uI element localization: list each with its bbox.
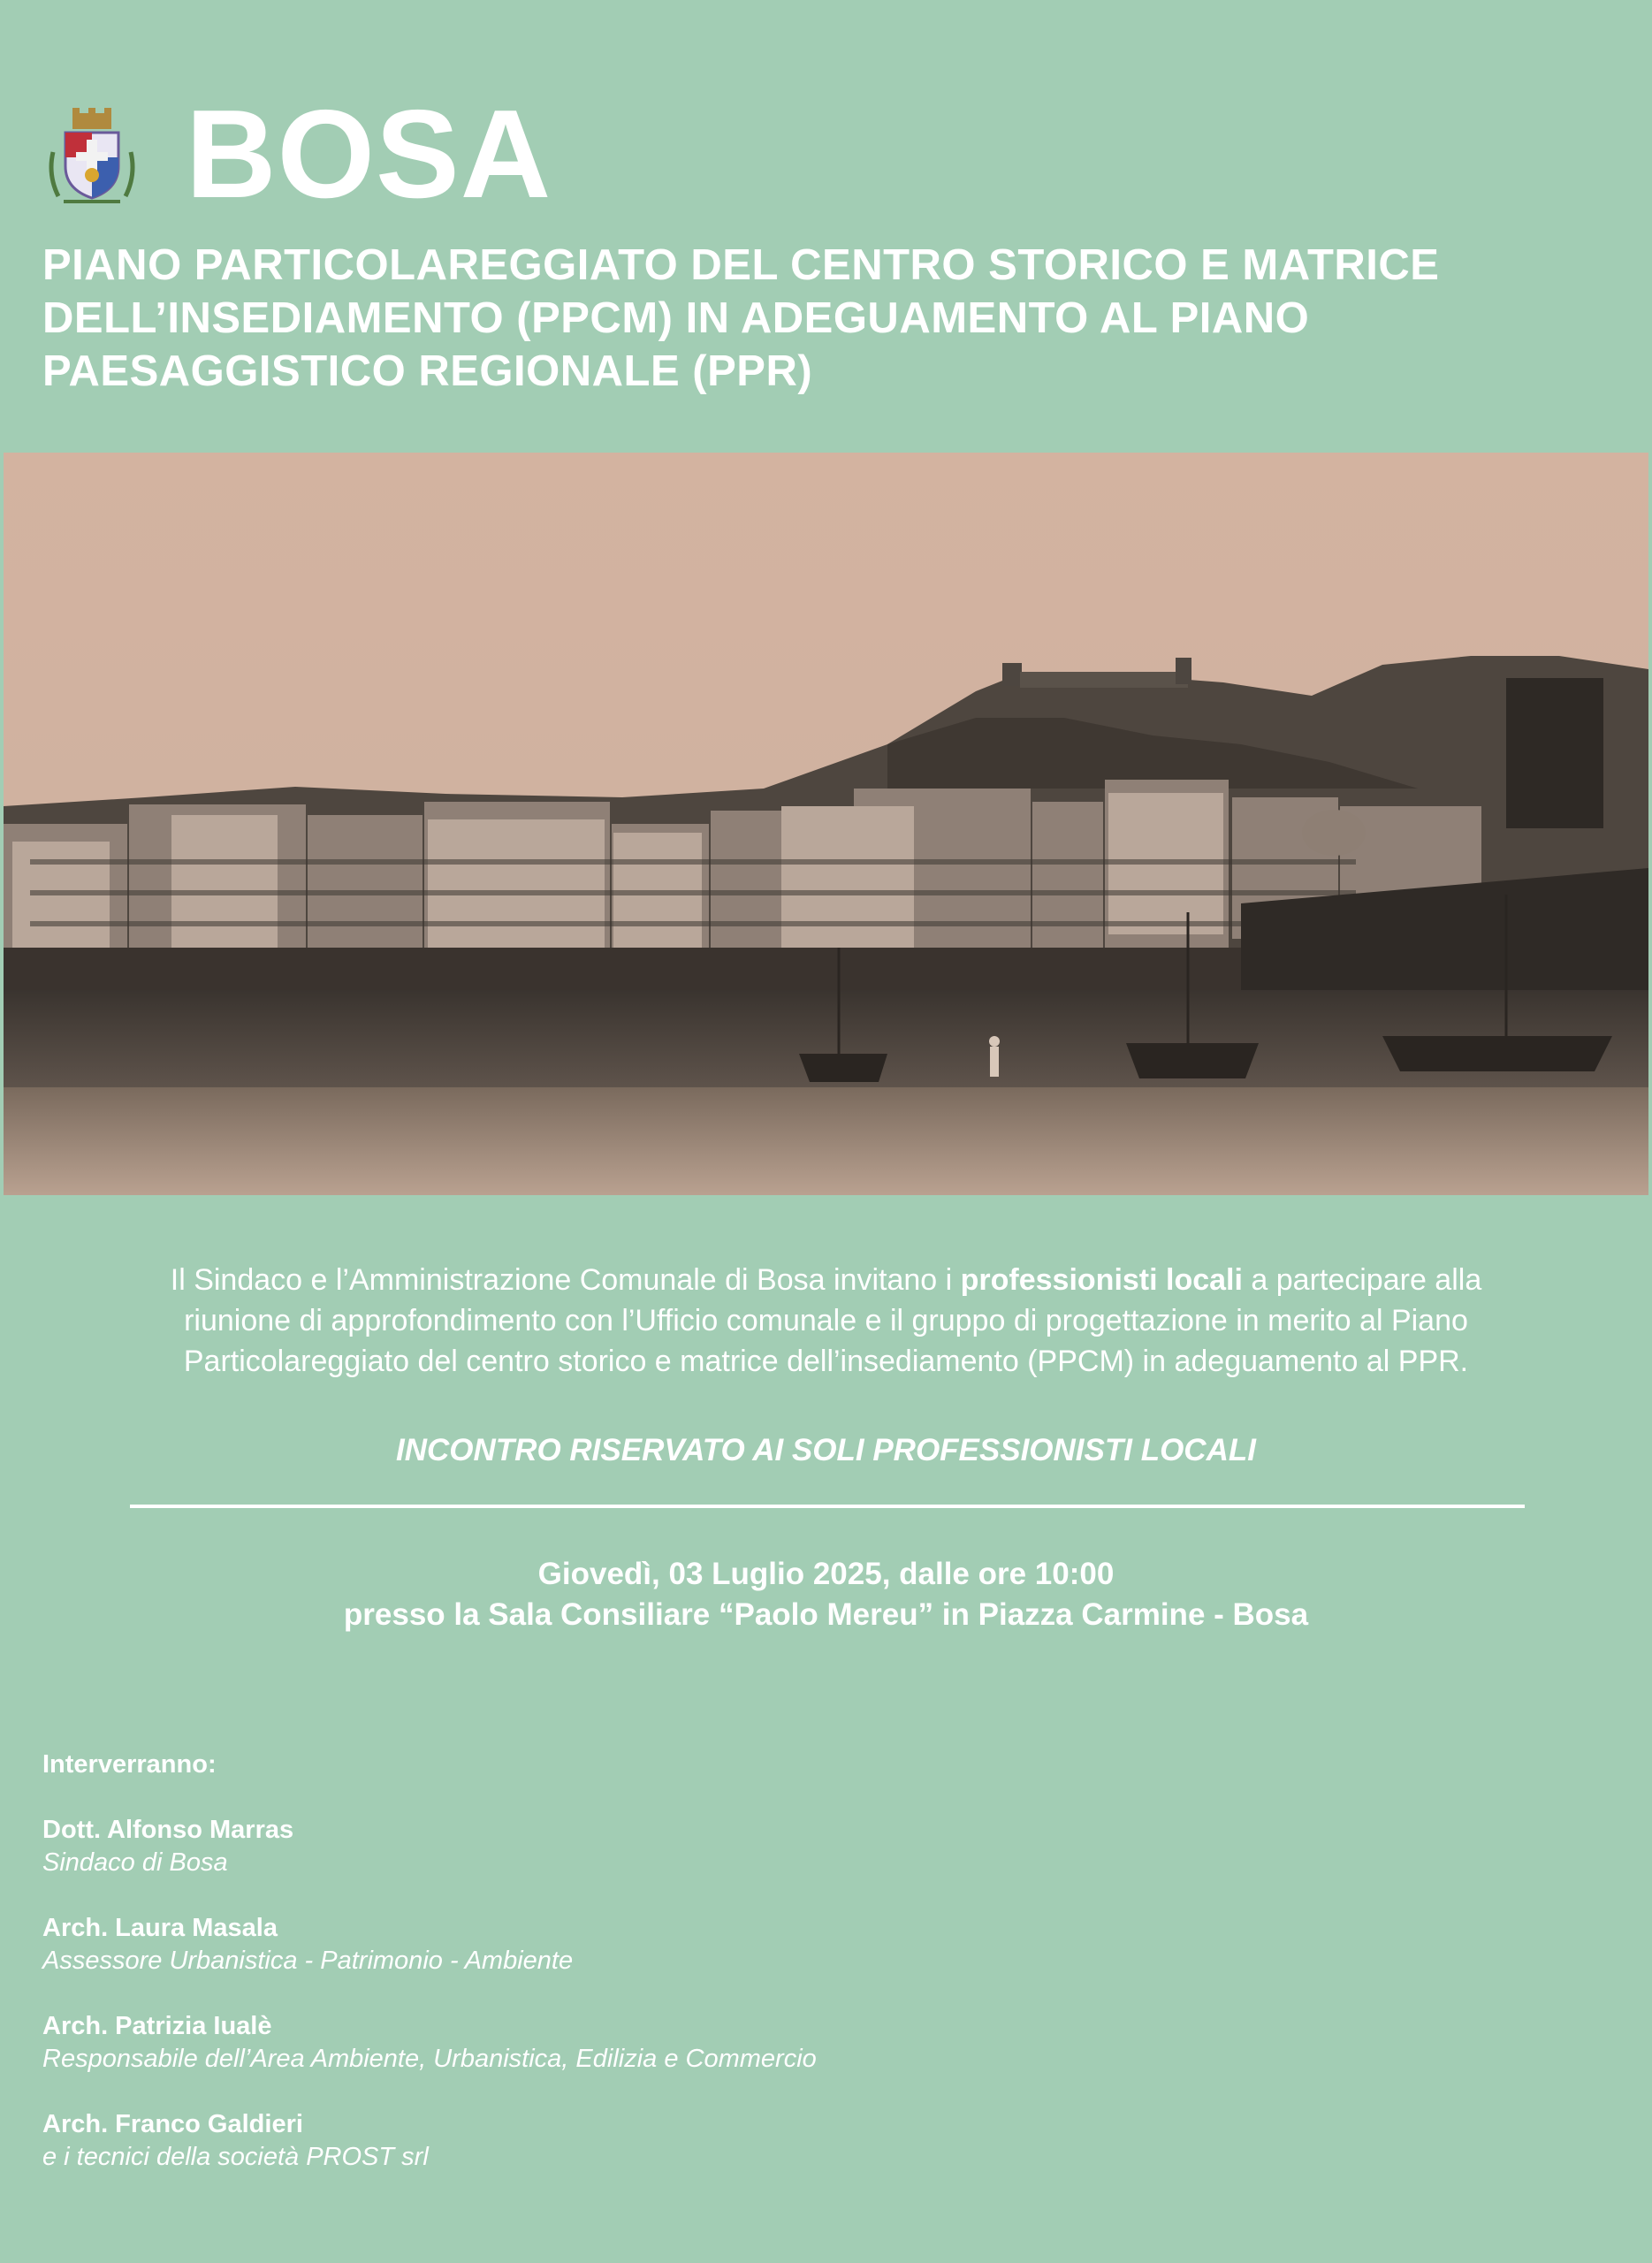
speaker-item (42, 2108, 1545, 2174)
invitation-line-3: Particolareggiato del centro storico e matrice dell’insediamento (PPCM) in adeguamento al PPR. (183, 1345, 1469, 1378)
invitation-text (53, 1260, 1599, 1382)
invitation-line-1 (53, 1260, 1599, 1300)
speaker-role: Sindaco di Bosa (42, 1848, 228, 1877)
event-details (0, 1554, 1652, 1635)
speakers-heading: Interverranno: (42, 1750, 217, 1779)
speaker-name: Arch. Laura Masala (42, 1914, 278, 1942)
speaker-name: Dott. Alfonso Marras (42, 1816, 294, 1844)
speaker-role: Assessore Urbanistica - Patrimonio - Ambiente (42, 1947, 574, 1975)
speaker-role: Responsabile dell’Area Ambiente, Urbanistica, Edilizia e Commercio (42, 2045, 817, 2073)
event-date: Giovedì, 03 Luglio 2025, dalle ore 10:00 (537, 1557, 1115, 1591)
reserved-notice: INCONTRO RISERVATO AI SOLI PROFESSIONISTI LOCALI (396, 1433, 1256, 1467)
invitation-line-1-start: Il Sindaco e l’Amministrazione Comunale di Bosa invitano i (170, 1263, 961, 1297)
speakers-section (42, 1749, 1545, 2206)
town-name: BOSA (186, 84, 552, 225)
plan-title-line-3: PAESAGGISTICO REGIONALE (PPR) (42, 347, 813, 395)
municipal-crest-icon (46, 104, 138, 209)
speaker-role: e i tecnici della società PROST srl (42, 2143, 429, 2171)
speaker-item (42, 1912, 1545, 1977)
speaker-name: Arch. Patrizia Iualè (42, 2012, 272, 2040)
divider (130, 1505, 1525, 1508)
event-venue: presso la Sala Consiliare “Paolo Mereu” in Piazza Carmine - Bosa (343, 1597, 1309, 1632)
historical-photo (4, 453, 1648, 1195)
invitation-line-1-end: a partecipare alla (1242, 1263, 1482, 1297)
plan-title-line-2: DELL’INSEDIAMENTO (PPCM) IN ADEGUAMENTO AL PIANO (42, 294, 1310, 342)
invitation-line-2: riunione di approfondimento con l’Ufficio comunale e il gruppo di progettazione in merito al Piano (184, 1304, 1468, 1337)
plan-title (42, 239, 1625, 398)
speaker-name: Arch. Franco Galdieri (42, 2110, 303, 2138)
speaker-item (42, 2010, 1545, 2076)
plan-title-line-1: PIANO PARTICOLAREGGIATO DEL CENTRO STORICO E MATRICE (42, 241, 1440, 289)
speaker-item (42, 1814, 1545, 1879)
invitation-highlight: professionisti locali (960, 1263, 1243, 1297)
